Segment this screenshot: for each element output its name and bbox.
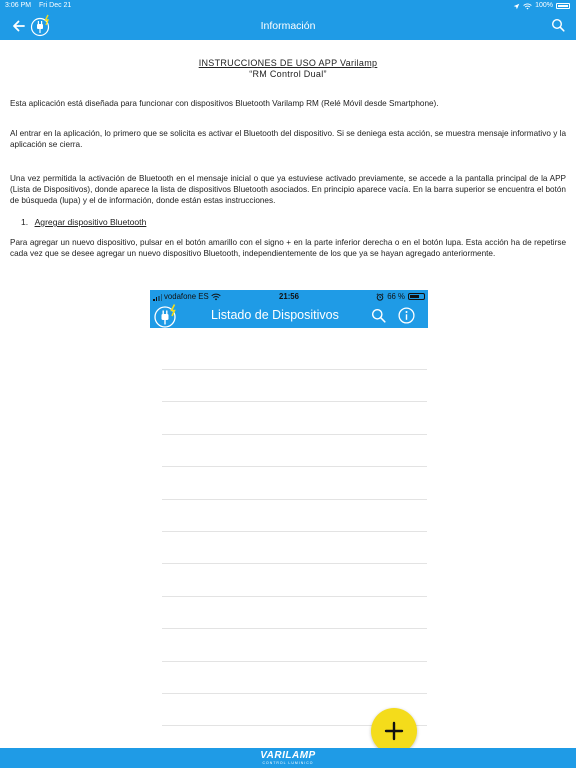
document-title-line1: INSTRUCCIONES DE USO APP Varilamp bbox=[198, 58, 378, 68]
alarm-clock-icon bbox=[376, 293, 384, 301]
paragraph-add-device: Para agregar un nuevo dispositivo, pulsar en el botón amarillo con el signo + en la parte inferior derecha o en el botón lupa. Esta acción ha de repetirse cada vez que se desee agregar un nuevo dispositivo Bluetooth, independientemente de los que ya se hayan agregado anteriormente. bbox=[10, 238, 566, 258]
search-icon[interactable] bbox=[551, 18, 565, 32]
status-battery-text: 100% bbox=[535, 2, 553, 9]
list-row-divider bbox=[162, 693, 427, 694]
embedded-status-right bbox=[376, 290, 425, 303]
status-time: 3:06 PM bbox=[5, 2, 32, 9]
paragraph-bluetooth-activation: Al entrar en la aplicación, lo primero que se solicita es activar el Bluetooth del dispositivo. Si se deniega esta acción, se muestra mensaje informativo y la aplicación se cierra. bbox=[10, 129, 566, 149]
document-title-line2: “RM Control Dual” bbox=[249, 69, 327, 79]
embedded-time: 21:56 bbox=[279, 292, 299, 301]
plus-icon bbox=[384, 721, 404, 741]
nav-bar bbox=[0, 12, 576, 40]
embedded-title: Listado de Dispositivos bbox=[211, 308, 339, 322]
section-heading-add-device bbox=[10, 217, 566, 228]
info-circle-icon bbox=[398, 307, 415, 324]
paragraph-main-screen: Una vez permitida la activación de Bluetooth en el mensaje inicial o que ya estuviese activado previamente, se accede a la pantalla principal de la APP (Lista de Dispositivos), donde aparece la lista de dispositivos Bluetooth asociados. En principio aparece vacía. En la barra superior se encuentra el botón de búsqueda (lupa) y el de información, donde están estas instrucciones. bbox=[10, 174, 566, 205]
document-title bbox=[10, 58, 566, 80]
page-title: Información bbox=[260, 20, 316, 32]
status-date: Fri Dec 21 bbox=[39, 2, 72, 9]
battery-icon bbox=[408, 293, 425, 300]
list-row-divider bbox=[162, 499, 427, 500]
list-row-divider bbox=[162, 628, 427, 629]
location-arrow-icon bbox=[513, 3, 520, 10]
search-icon bbox=[371, 308, 386, 323]
footer-brand-bar bbox=[0, 748, 576, 768]
list-row-divider bbox=[162, 434, 427, 435]
embedded-battery-text: 66 % bbox=[387, 292, 405, 301]
paragraph-intro: Esta aplicación está diseñada para funcionar con dispositivos Bluetooth Varilamp RM (Relé Móvil desde Smartphone). bbox=[10, 99, 439, 108]
section-title: Agregar dispositivo Bluetooth bbox=[34, 217, 147, 227]
list-row-divider bbox=[162, 401, 427, 402]
list-row-divider bbox=[162, 563, 427, 564]
list-row-divider bbox=[162, 531, 427, 532]
battery-icon bbox=[556, 3, 570, 9]
footer-brand: VARILAMP bbox=[260, 750, 316, 761]
list-row-divider bbox=[162, 596, 427, 597]
embedded-app-screenshot bbox=[150, 290, 428, 748]
status-bar-left bbox=[5, 0, 77, 12]
status-bar bbox=[0, 0, 576, 12]
wifi-icon bbox=[523, 3, 532, 10]
embedded-status-bar bbox=[150, 290, 428, 303]
list-row-divider bbox=[162, 369, 427, 370]
list-row-divider bbox=[162, 661, 427, 662]
embedded-carrier: vodafone ES bbox=[164, 292, 209, 301]
embedded-nav-bar bbox=[150, 303, 428, 328]
list-row-divider bbox=[162, 466, 427, 467]
plug-logo-icon bbox=[153, 303, 179, 330]
status-bar-right bbox=[513, 0, 570, 12]
section-number: 1. bbox=[21, 217, 29, 227]
footer-tagline: CONTROL LUMINICO bbox=[262, 761, 314, 765]
document-content bbox=[10, 40, 566, 259]
